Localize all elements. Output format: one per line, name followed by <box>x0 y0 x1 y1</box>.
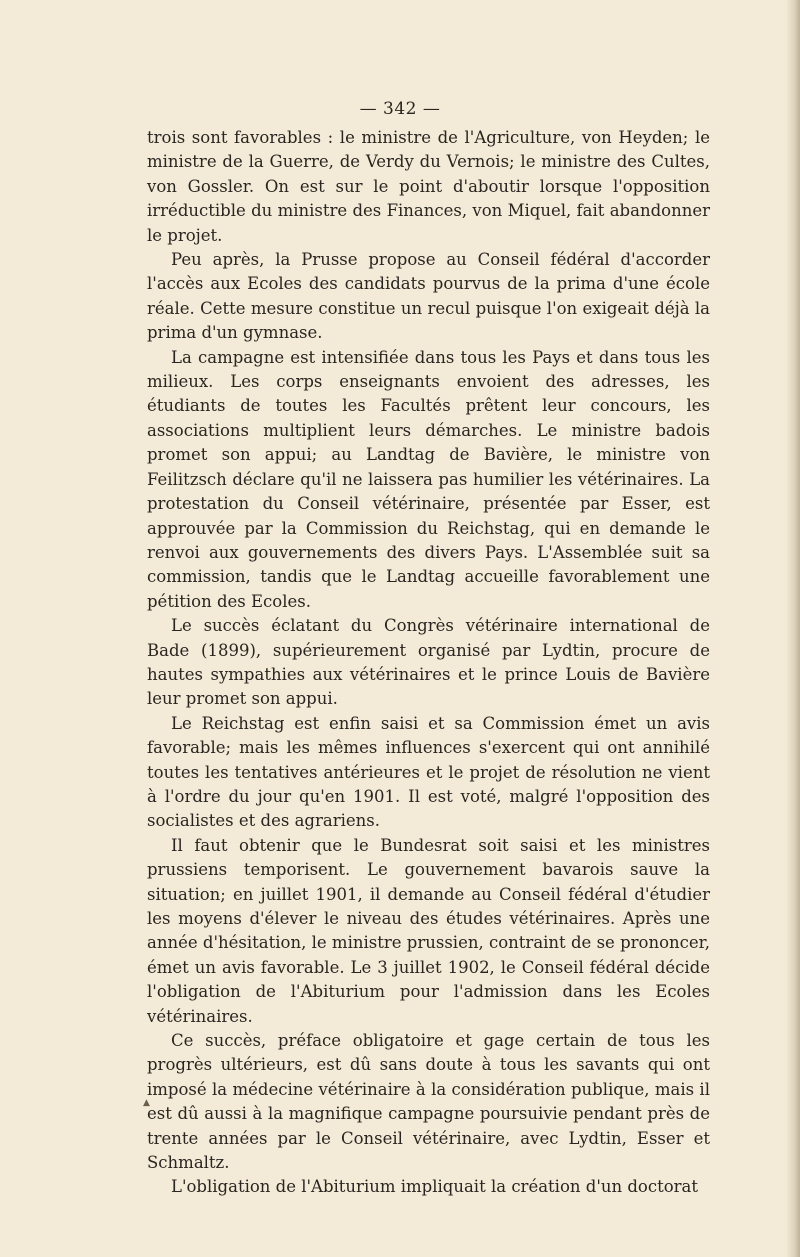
paragraph-4: Le succès éclatant du Congrès vétérinaire international de Bade (1899), supérieurement organisé par Lydtin, procure de hautes sympathies aux vétérinaires et le prince Louis de Bavière leur promet son appui. <box>147 616 710 709</box>
paragraph-5: Le Reichstag est enfin saisi et sa Commission émet un avis favorable; mais les mêmes influences s'exercent qui ont annihilé toutes les tentatives antérieures et le projet de résolution ne vient à l'ordre du jour qu'en 1901. Il est voté, malgré l'opposition des socialistes et des agrariens. <box>147 713 710 831</box>
ink-speck-icon: ▲ <box>143 1098 150 1108</box>
page-number: — 342 — <box>359 99 441 119</box>
page-edge-shadow <box>786 0 800 1257</box>
body-text <box>147 126 710 1200</box>
paragraph-7: Ce succès, préface obligatoire et gage certain de tous les progrès ultérieurs, est dû sans doute à tous les savants qui ont imposé la médecine vétérinaire à la considération publique, mais il est dû aussi à la magnifique campagne poursuivie pendant près de trente années par le Conseil vétérinaire, avec Lydtin, Esser et Schmaltz. <box>147 1031 710 1173</box>
paragraph-2: Peu après, la Prusse propose au Conseil fédéral d'accorder l'accès aux Ecoles des candidats pourvus de la prima d'une école réale. Cette mesure constitue un recul puisque l'on exigeait déjà la prima d'un gymnase. <box>147 250 710 343</box>
paragraph-8: L'obligation de l'Abiturium impliquait la création d'un doctorat <box>171 1177 699 1197</box>
paragraph-1: trois sont favorables : le ministre de l'Agriculture, von Heyden; le ministre de la Guerre, de Verdy du Vernois; le ministre des Cultes, von Gossler. On est sur le point d'aboutir lorsque l'opposition irréductible du ministre des Finances, von Miquel, fait abandonner le projet. <box>147 128 710 245</box>
paragraph-3: La campagne est intensifiée dans tous les Pays et dans tous les milieux. Les corps enseignants envoient des adresses, les étudiants de toutes les Facultés prêtent leur concours, les associations multiplient leurs démarches. Le ministre badois promet son appui; au Landtag de Bavière, le ministre von Feilitzsch déclare qu'il ne laissera pas humilier les vétérinaires. La protestation du Conseil vétérinaire, présentée par Esser, est approuvée par la Commission du Reichstag, qui en demande le renvoi aux gouvernements des divers Pays. L'Assemblée suit sa commission, tandis que le Landtag accueille favorablement une pétition des Ecoles. <box>147 347 710 611</box>
paragraph-6: Il faut obtenir que le Bundesrat soit saisi et les ministres prussiens temporisent. Le gouvernement bavarois sauve la situation; en juillet 1901, il demande au Conseil fédéral d'étudier les moyens d'élever le niveau des études vétérinaires. Après une année d'hésitation, le ministre prussien, contraint de se prononcer, émet un avis favorable. Le 3 juillet 1902, le Conseil fédéral décide l'obligation de l'Abiturium pour l'admission dans les Ecoles vétérinaires. <box>147 835 710 1026</box>
